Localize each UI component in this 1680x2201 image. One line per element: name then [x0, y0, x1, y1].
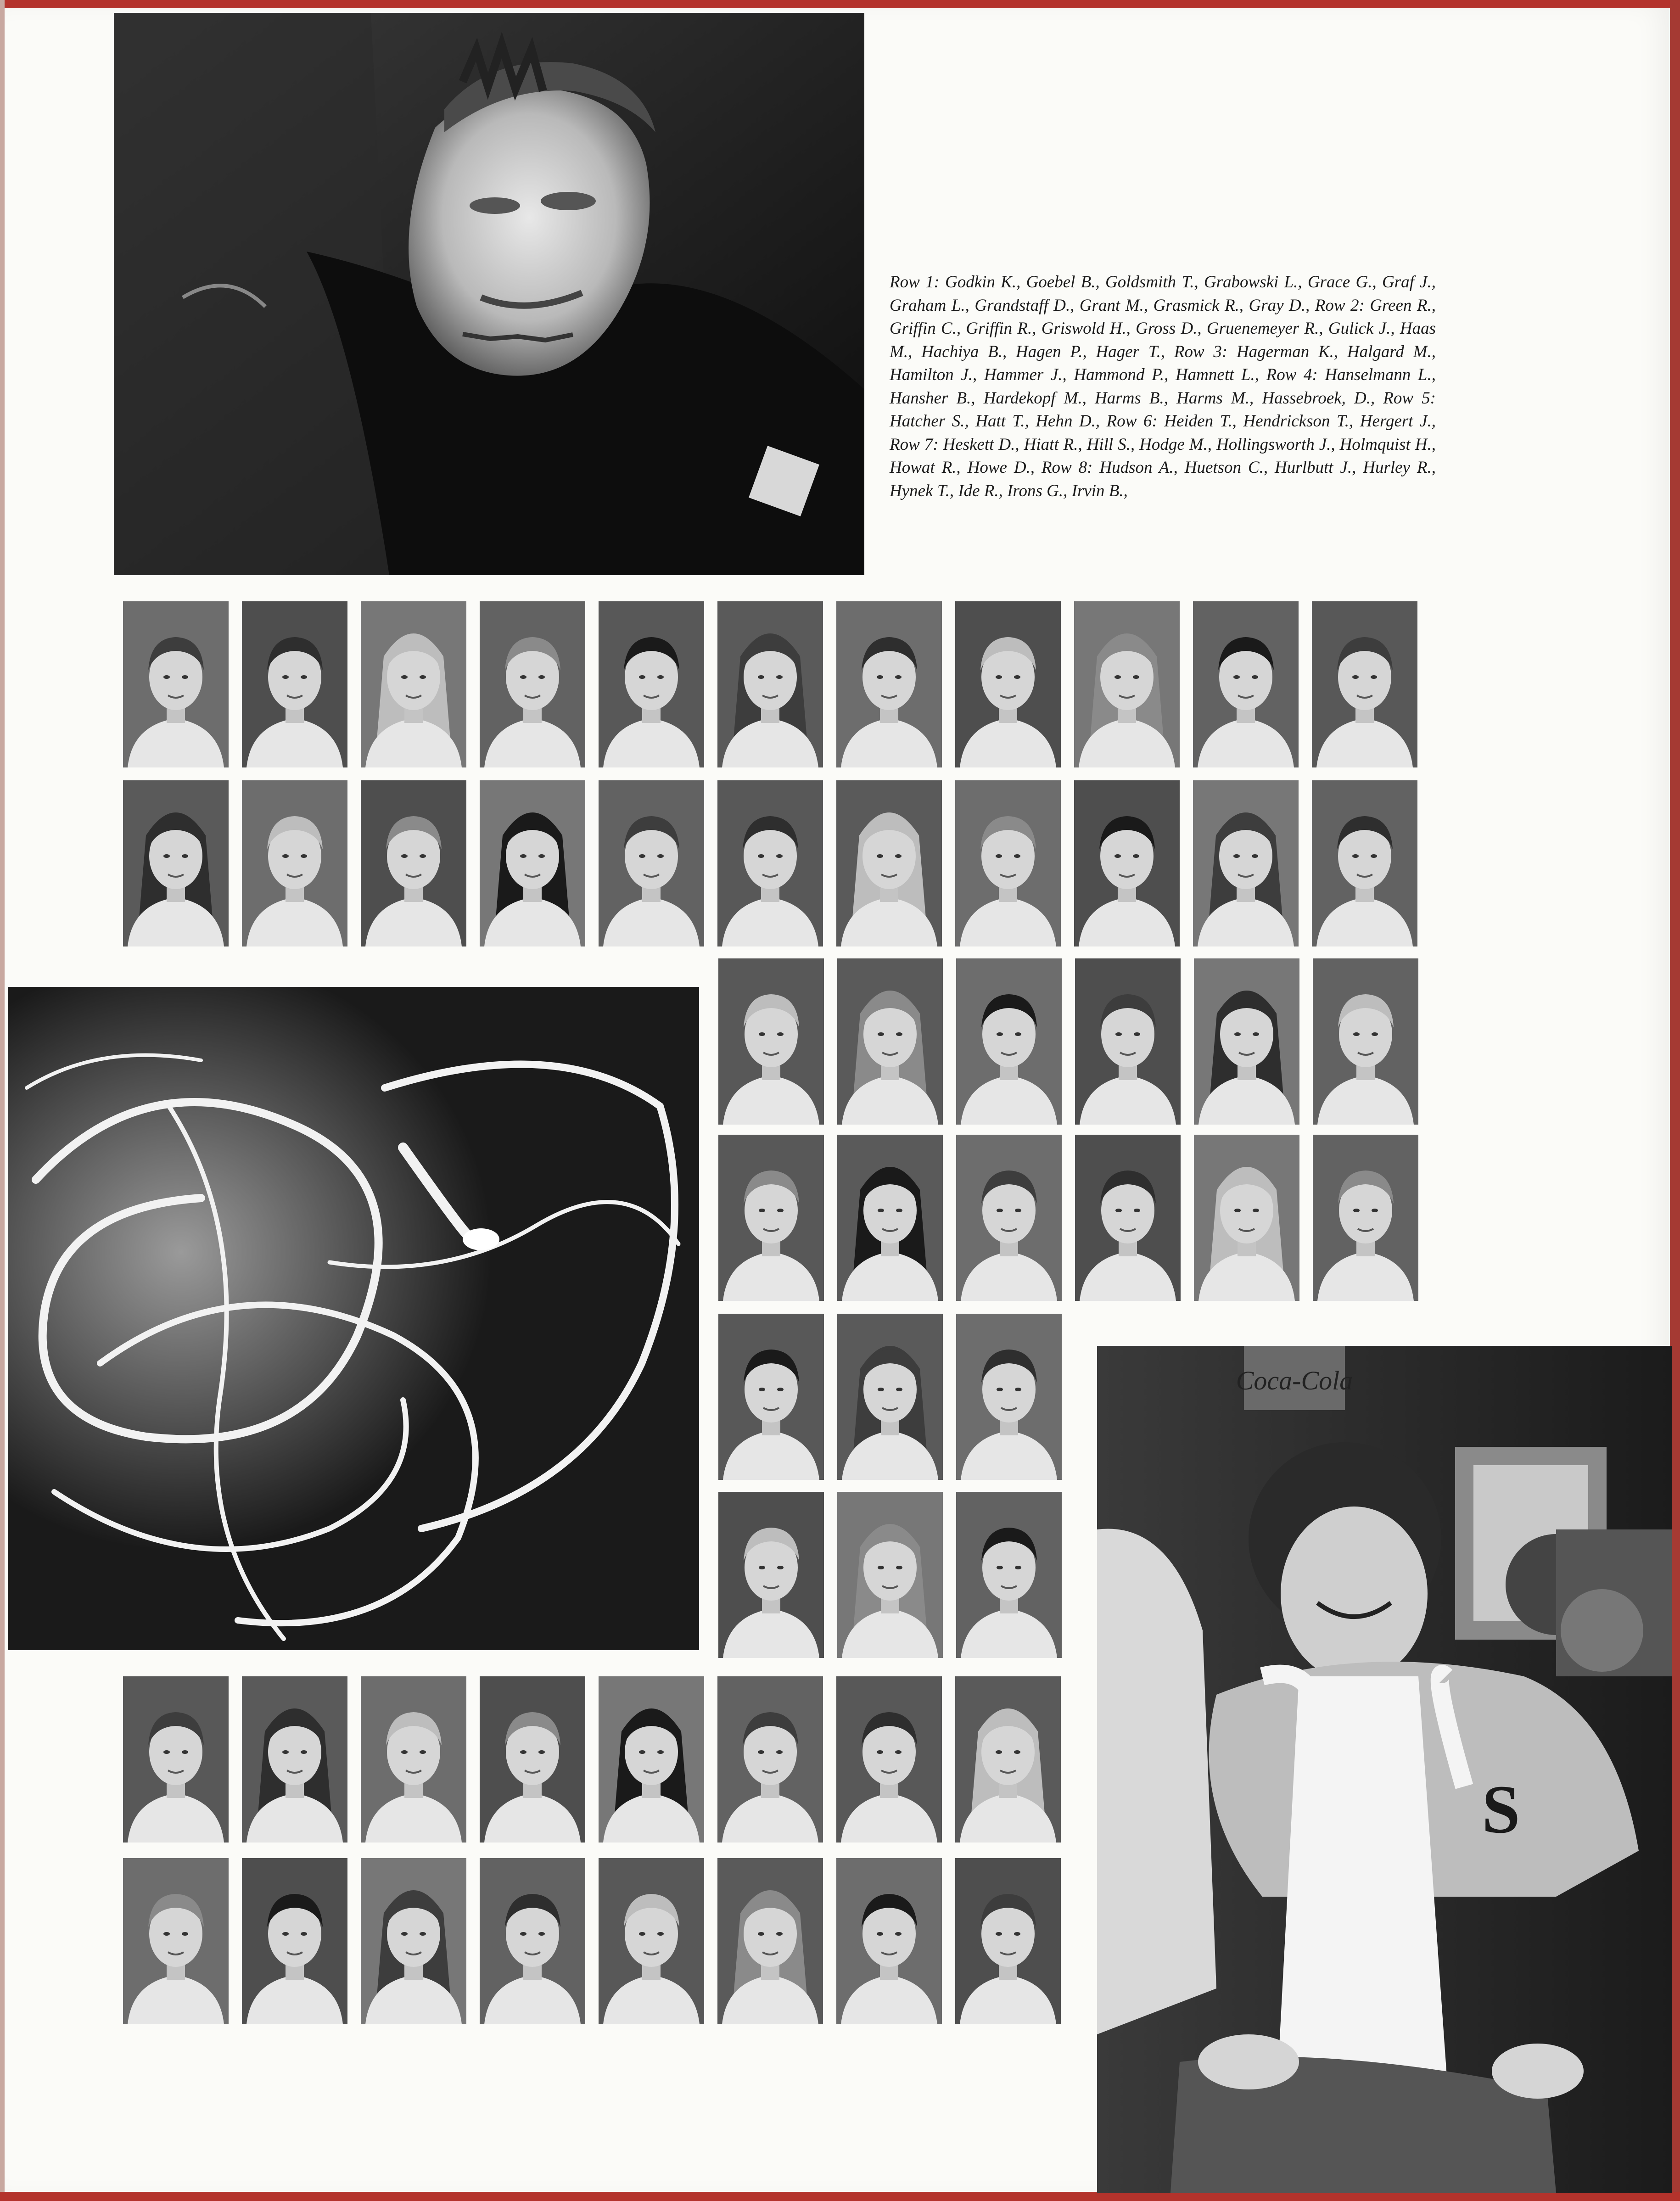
student-portrait [599, 1858, 704, 2024]
student-portrait [956, 1135, 1062, 1301]
student-portrait [480, 780, 585, 946]
student-portrait [718, 1135, 824, 1301]
student-portrait [956, 1314, 1062, 1480]
student-portrait [480, 1858, 585, 2024]
page-edge-left [0, 0, 5, 2201]
student-portrait [1194, 958, 1299, 1125]
student-portrait [718, 1492, 824, 1658]
student-portrait [956, 958, 1062, 1125]
student-portrait [836, 1676, 942, 1843]
student-portrait [1312, 601, 1417, 767]
student-portrait [1313, 958, 1418, 1125]
student-portrait [361, 601, 466, 767]
student-portrait [955, 1676, 1061, 1843]
student-portrait [480, 601, 585, 767]
student-portrait [480, 1676, 585, 1843]
student-portrait [717, 601, 823, 767]
student-portrait [955, 601, 1061, 767]
light-trails-photo [8, 987, 699, 1650]
student-portrait [361, 1858, 466, 2024]
student-portrait [1074, 601, 1180, 767]
student-portrait [955, 1858, 1061, 2024]
student-portrait [717, 1858, 823, 2024]
student-portrait [123, 780, 229, 946]
student-portrait [955, 780, 1061, 946]
shirt-letter: S [1482, 1771, 1520, 1848]
student-portrait [1075, 958, 1181, 1125]
student-portrait [1193, 601, 1299, 767]
student-portrait [717, 780, 823, 946]
student-portrait [242, 1858, 347, 2024]
student-portrait [242, 601, 347, 767]
student-portrait [1313, 1135, 1418, 1301]
student-portrait [599, 1676, 704, 1843]
masked-figure-photo [114, 13, 864, 575]
student-portrait [242, 1676, 347, 1843]
student-portrait [836, 601, 942, 767]
cook-apron-photo [1097, 1346, 1672, 2193]
student-portrait [837, 1492, 943, 1658]
student-portrait [242, 780, 347, 946]
student-portrait [1312, 780, 1417, 946]
student-portrait [1193, 780, 1299, 946]
student-portrait [837, 958, 943, 1125]
student-portrait [1074, 780, 1180, 946]
student-portrait [361, 780, 466, 946]
student-portrait [123, 601, 229, 767]
student-portrait [717, 1676, 823, 1843]
student-portrait [837, 1314, 943, 1480]
student-portrait [599, 780, 704, 946]
student-portrait [718, 1314, 824, 1480]
student-portrait [956, 1492, 1062, 1658]
student-portrait [837, 1135, 943, 1301]
page-edge-bottom [0, 2192, 1680, 2201]
student-portrait [1075, 1135, 1181, 1301]
coca-cola-sign: Coca-Cola [1236, 1366, 1353, 1395]
student-portrait [599, 601, 704, 767]
student-portrait [836, 780, 942, 946]
page-edge-top [0, 0, 1680, 8]
name-caption: Row 1: Godkin K., Goebel B., Goldsmith T., Grabowski L., Grace G., Graf J., Graham L., Grandstaff D., Grant M., Grasmick R., Gray D., Row 2: Green R., Griffin C., Griffin R., Griswold H., Gross D., Gruenemeyer R., Gulick J., Haas M., Hachiya B., Hagen P., Hager T., Row 3: Hagerman K., Halgard M., Hamilton J., Hammer J., Hammond P., Hamnett L., Row 4: Hanselmann L., Hansher B., Hardekopf M., Harms B., Harms M., Hassebroek, D., Row 5: Hatcher S., Hatt T., Hehn D., Row 6: Heiden T., Hendrickson T., Hergert J., Row 7: Heskett D., Hiatt R., Hill S., Hodge M., Hollingsworth J., Holmquist H., Howat R., Howe D., Row 8: Hudson A., Huetson C., Hurlbutt J., Hurley R., Hynek T., Ide R., Irons G., Irvin B., [890, 273, 1436, 500]
student-portrait [718, 958, 824, 1125]
student-portrait [123, 1858, 229, 2024]
student-portrait [123, 1676, 229, 1843]
student-portrait [836, 1858, 942, 2024]
student-portrait [361, 1676, 466, 1843]
student-portrait [1194, 1135, 1299, 1301]
